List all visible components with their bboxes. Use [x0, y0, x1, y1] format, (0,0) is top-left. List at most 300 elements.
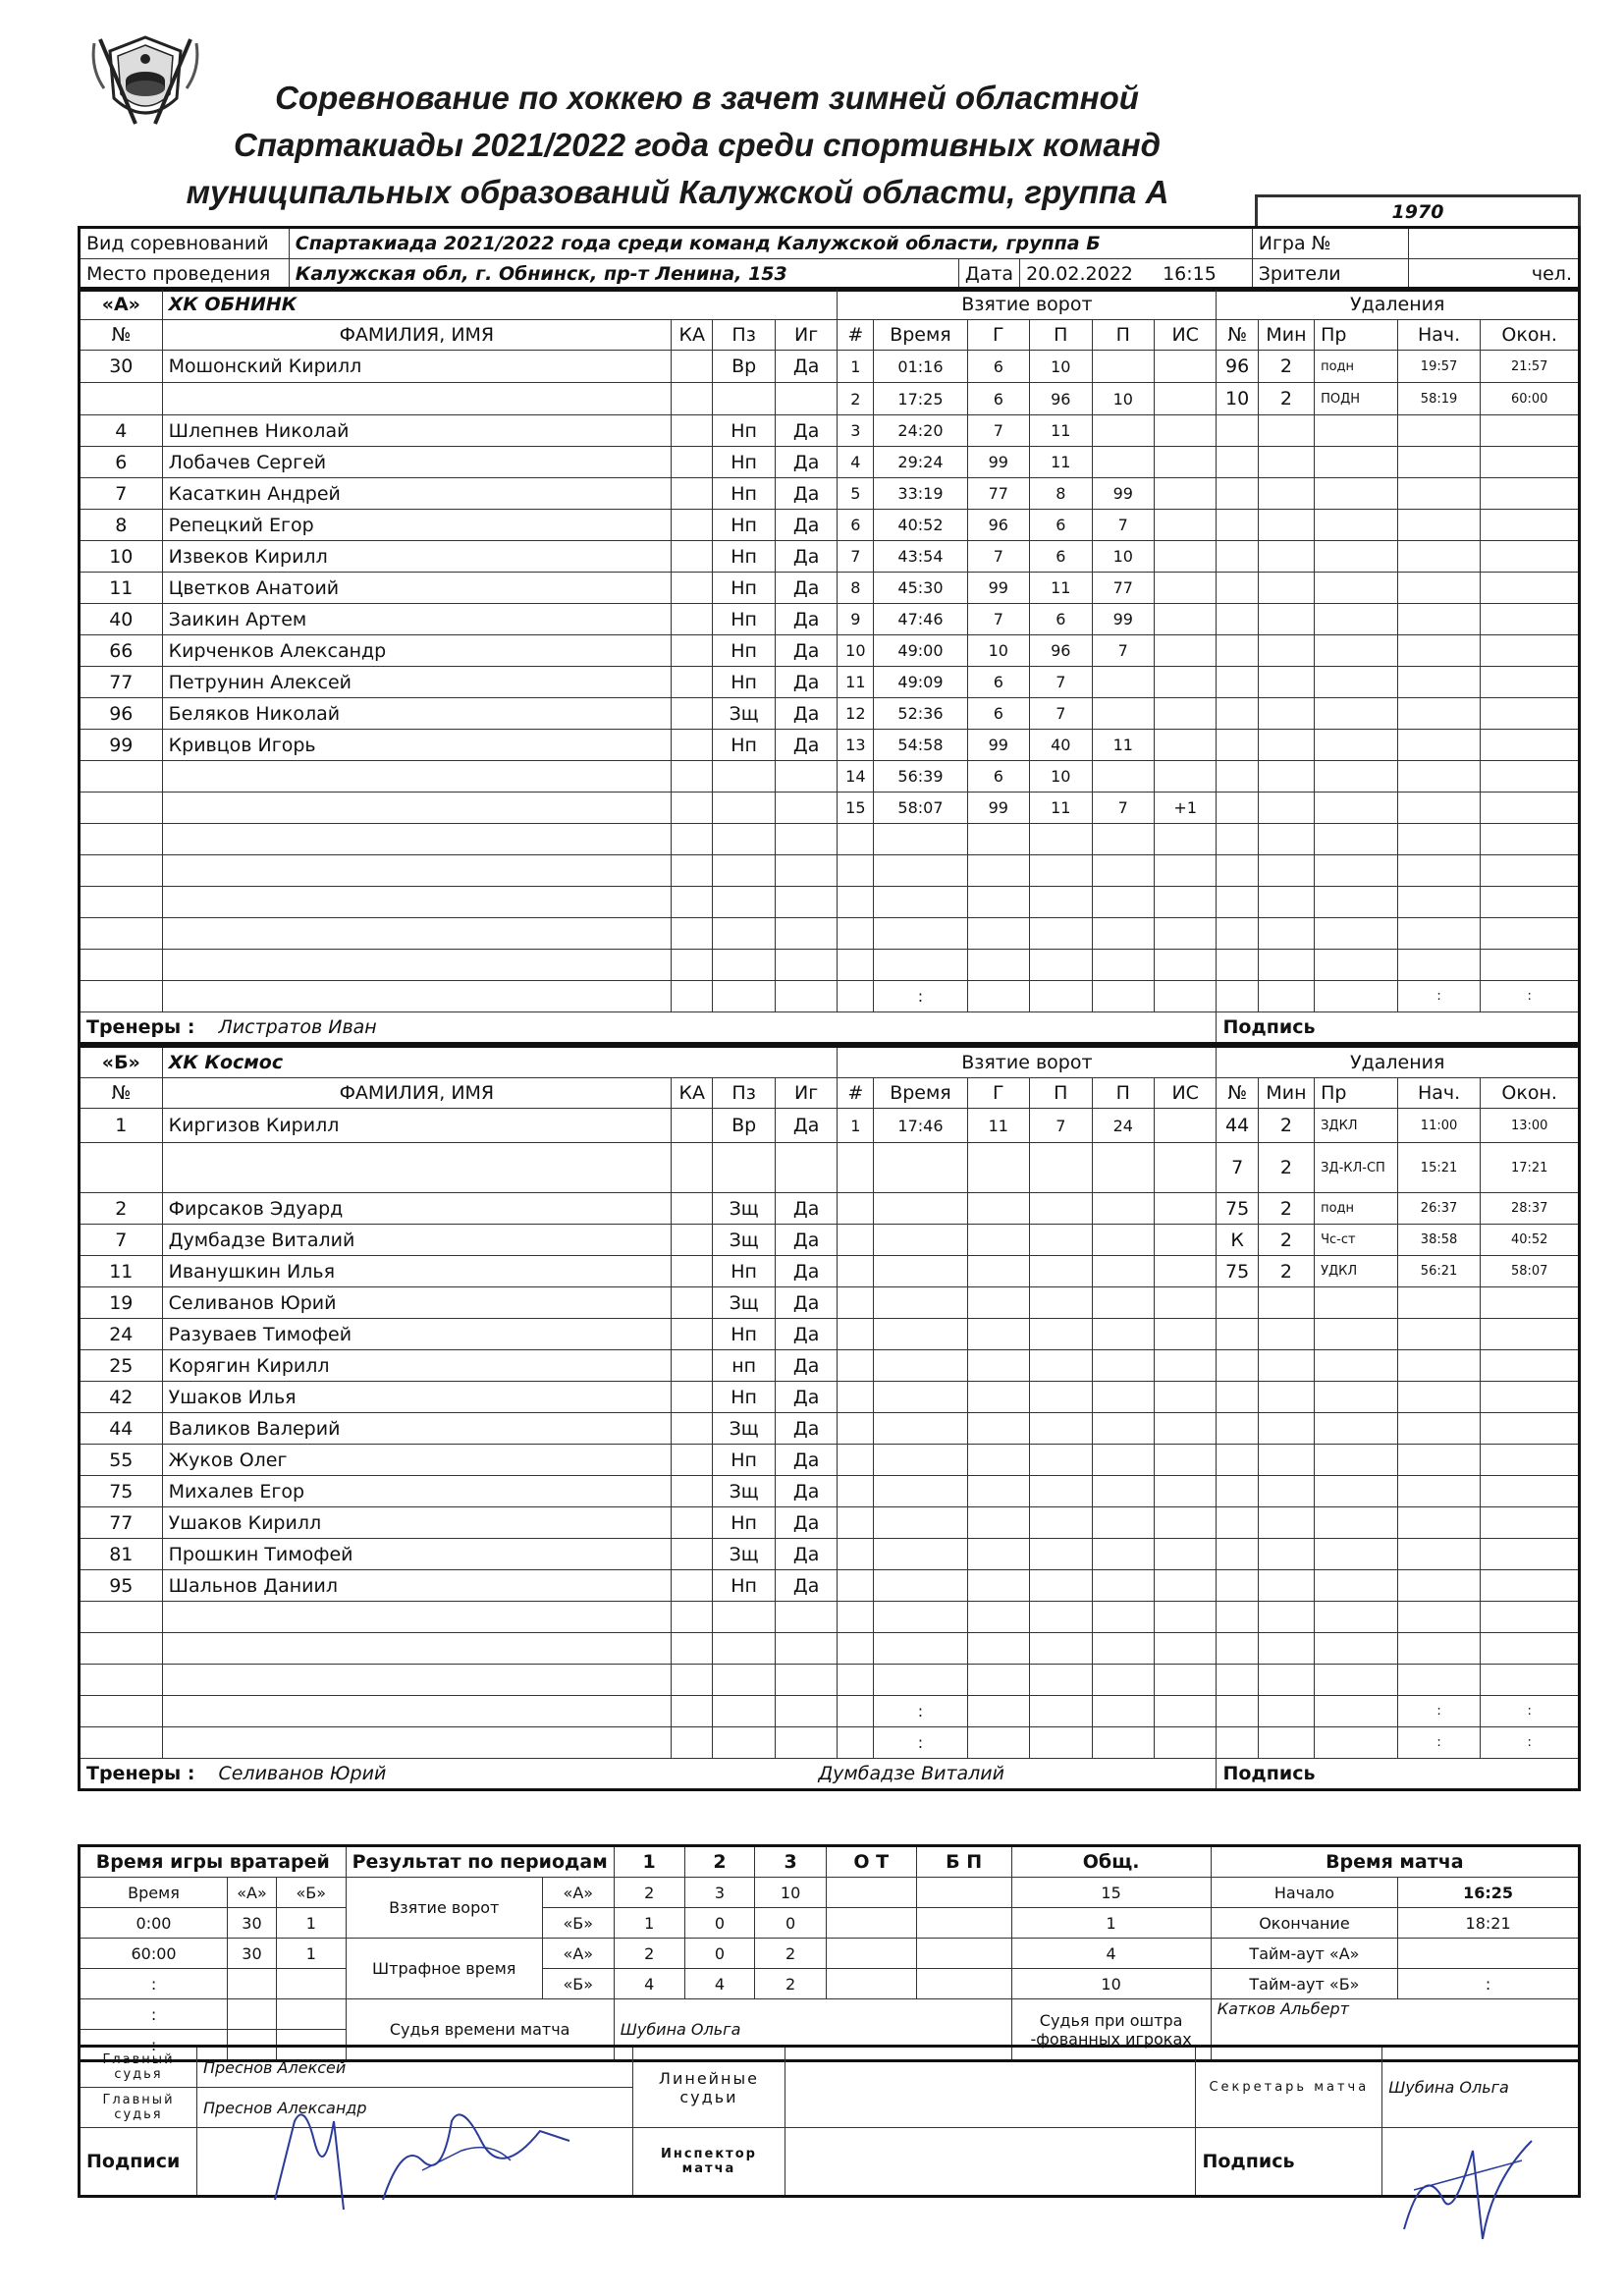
penalty-end: [1481, 824, 1580, 855]
team-name: ХК ОБНИНК: [162, 289, 838, 320]
goal-assist-1: [1030, 1319, 1092, 1350]
player-number: 25: [80, 1350, 163, 1382]
table-row: [80, 383, 1580, 415]
goal-number: 9: [838, 604, 874, 635]
goal-time: [874, 1319, 967, 1350]
goal-time: [874, 855, 967, 887]
player-played: Да: [775, 1225, 837, 1256]
linesmen-label: Линейные судьи: [633, 2047, 785, 2128]
goal-assist-1: [1030, 1193, 1092, 1225]
goals-b-ot: [826, 1908, 916, 1939]
goal-scorer: [967, 1633, 1029, 1665]
goal-scorer: [967, 1382, 1029, 1413]
game-number: 1970: [1257, 196, 1580, 228]
goal-scorer: [967, 855, 1029, 887]
goal-time: [874, 1476, 967, 1507]
penalty-reason: [1315, 478, 1398, 510]
col-header-pos: Пз: [713, 320, 775, 351]
player-number: [80, 1143, 163, 1193]
penalty-reason: [1315, 541, 1398, 573]
penalty-reason: ЗДКЛ: [1315, 1109, 1398, 1143]
penalty-player: [1217, 1507, 1258, 1539]
penalty-end: [1481, 698, 1580, 730]
goal-time: [874, 1193, 967, 1225]
goal-number: [838, 1287, 874, 1319]
goal-number: [838, 1570, 874, 1602]
penalty-reason: [1315, 1507, 1398, 1539]
goal-situation: [1154, 383, 1216, 415]
goal-assist-1: 8: [1030, 478, 1092, 510]
goal-number: 5: [838, 478, 874, 510]
player-ka: [672, 1570, 713, 1602]
penalty-player: [1217, 855, 1258, 887]
penalty-end: :: [1481, 981, 1580, 1012]
start-value: 16:25: [1398, 1878, 1580, 1908]
header-table: [78, 226, 1581, 292]
penalty-start: [1397, 1287, 1481, 1319]
goal-time: [874, 1350, 967, 1382]
goal-situation: [1154, 1602, 1216, 1633]
penalty-start: 38:58: [1397, 1225, 1481, 1256]
player-number: 8: [80, 510, 163, 541]
penalty-end: :: [1481, 1727, 1580, 1759]
goal-assist-2: 7: [1092, 793, 1154, 824]
penalty-minutes: 2: [1258, 1225, 1314, 1256]
penalty-start: [1397, 1602, 1481, 1633]
player-position: Нп: [713, 541, 775, 573]
penalty-player: [1217, 793, 1258, 824]
col-header-a2: П: [1092, 1078, 1154, 1109]
penalty-player: [1217, 1602, 1258, 1633]
col-header-pen_end: Окон.: [1481, 320, 1580, 351]
penalty-reason: [1315, 887, 1398, 918]
goal-time: [874, 1225, 967, 1256]
penalty-start: [1397, 950, 1481, 981]
goal-time: 58:07: [874, 793, 967, 824]
penalty-player: [1217, 478, 1258, 510]
penalty-start: [1397, 1445, 1481, 1476]
player-name: Киргизов Кирилл: [162, 1109, 671, 1143]
coaches-value: Листратов Иван: [218, 1016, 377, 1038]
goal-situation: [1154, 1287, 1216, 1319]
goal-situation: [1154, 1109, 1216, 1143]
player-name: [162, 918, 671, 950]
goal-scorer: [967, 1445, 1029, 1476]
pim-a-p1: 2: [614, 1939, 684, 1969]
penalty-minutes: 2: [1258, 1143, 1314, 1193]
col-header-num: №: [80, 320, 163, 351]
penalty-reason: ПОДН: [1315, 383, 1398, 415]
goal-assist-1: 7: [1030, 667, 1092, 698]
goal-assist-1: [1030, 1633, 1092, 1665]
pim-b-ot: [826, 1969, 916, 1999]
table-row: [80, 351, 1580, 383]
player-position: Нп: [713, 635, 775, 667]
goal-time: [874, 1602, 967, 1633]
penalty-reason: [1315, 1727, 1398, 1759]
table-row: [80, 698, 1580, 730]
goal-number: [838, 1256, 874, 1287]
goal-assist-1: 40: [1030, 730, 1092, 761]
player-number: [80, 887, 163, 918]
penalty-minutes: [1258, 887, 1314, 918]
goal-scorer: [967, 918, 1029, 950]
penalty-end: [1481, 887, 1580, 918]
penalty-minutes: [1258, 824, 1314, 855]
coaches-value-2: Думбадзе Виталий: [818, 1763, 1004, 1784]
penalty-reason: [1315, 1445, 1398, 1476]
goals-a-p2: 3: [684, 1878, 755, 1908]
table-row: [80, 1665, 1580, 1696]
penalty-reason: [1315, 1413, 1398, 1445]
player-played: Да: [775, 1256, 837, 1287]
player-number: 77: [80, 1507, 163, 1539]
penalty-minutes: [1258, 1602, 1314, 1633]
table-row: [80, 1727, 1580, 1759]
player-played: Да: [775, 415, 837, 447]
player-played: Да: [775, 667, 837, 698]
penalty-start: [1397, 1382, 1481, 1413]
player-ka: [672, 1602, 713, 1633]
player-name: [162, 950, 671, 981]
goalie-row-a: [228, 1999, 277, 2030]
penalty-minutes: [1258, 950, 1314, 981]
penalty-player: [1217, 698, 1258, 730]
player-played: [775, 793, 837, 824]
goal-assist-2: 99: [1092, 604, 1154, 635]
penalty-player: [1217, 1319, 1258, 1350]
player-number: [80, 981, 163, 1012]
penalty-start: [1397, 855, 1481, 887]
penalty-reason: подн: [1315, 351, 1398, 383]
table-row: [80, 730, 1580, 761]
penalty-end: [1481, 1287, 1580, 1319]
goal-assist-2: [1092, 1319, 1154, 1350]
goal-assist-1: 11: [1030, 573, 1092, 604]
goal-scorer: 99: [967, 730, 1029, 761]
player-name: [162, 1696, 671, 1727]
goal-assist-2: 10: [1092, 541, 1154, 573]
col-header-pen_end: Окон.: [1481, 1078, 1580, 1109]
goal-assist-2: [1092, 1382, 1154, 1413]
penalty-reason: [1315, 1602, 1398, 1633]
goal-scorer: 77: [967, 478, 1029, 510]
goal-assist-1: [1030, 1665, 1092, 1696]
player-played: Да: [775, 1287, 837, 1319]
goal-scorer: 99: [967, 793, 1029, 824]
penalty-end: [1481, 510, 1580, 541]
player-ka: [672, 1413, 713, 1445]
table-row: [80, 415, 1580, 447]
goal-situation: [1154, 1319, 1216, 1350]
player-number: 81: [80, 1539, 163, 1570]
goal-assist-1: [1030, 1539, 1092, 1570]
player-number: [80, 855, 163, 887]
goal-scorer: 96: [967, 510, 1029, 541]
player-ka: [672, 1696, 713, 1727]
player-number: [80, 950, 163, 981]
player-name: [162, 761, 671, 793]
goal-time: 45:30: [874, 573, 967, 604]
table-row: [80, 855, 1580, 887]
coaches-row: [80, 1012, 1217, 1044]
col-header-num: №: [80, 1078, 163, 1109]
chief-2: Преснов Александр: [196, 2088, 632, 2128]
player-position: Нп: [713, 1507, 775, 1539]
penalty-end: [1481, 855, 1580, 887]
goal-assist-1: 6: [1030, 510, 1092, 541]
penalty-minutes: [1258, 415, 1314, 447]
player-played: [775, 918, 837, 950]
player-ka: [672, 981, 713, 1012]
goal-situation: [1154, 667, 1216, 698]
penalty-player: [1217, 1413, 1258, 1445]
goal-assist-1: [1030, 1382, 1092, 1413]
col-header-a2: П: [1092, 320, 1154, 351]
goal-number: 14: [838, 761, 874, 793]
goal-situation: [1154, 1445, 1216, 1476]
goal-assist-2: [1092, 1256, 1154, 1287]
player-played: Да: [775, 1109, 837, 1143]
penalty-start: [1397, 730, 1481, 761]
penalty-minutes: [1258, 573, 1314, 604]
date-label: Дата: [958, 259, 1019, 291]
goal-assist-1: [1030, 1143, 1092, 1193]
goal-scorer: 7: [967, 415, 1029, 447]
player-position: Нп: [713, 730, 775, 761]
penalty-reason: [1315, 1665, 1398, 1696]
goal-assist-2: [1092, 698, 1154, 730]
table-row: [80, 1319, 1580, 1350]
penalty-minutes: [1258, 793, 1314, 824]
player-ka: [672, 478, 713, 510]
goal-scorer: 7: [967, 604, 1029, 635]
goal-scorer: 7: [967, 541, 1029, 573]
player-played: [775, 1727, 837, 1759]
goal-time: 47:46: [874, 604, 967, 635]
player-name: Михалев Егор: [162, 1476, 671, 1507]
penalty-end: [1481, 1507, 1580, 1539]
player-position: Зщ: [713, 698, 775, 730]
table-row: [80, 1382, 1580, 1413]
player-number: 99: [80, 730, 163, 761]
goal-scorer: [967, 1507, 1029, 1539]
player-ka: [672, 1109, 713, 1143]
player-position: [713, 1665, 775, 1696]
goal-scorer: 6: [967, 351, 1029, 383]
penalty-end: [1481, 1570, 1580, 1602]
penalty-start: 15:21: [1397, 1143, 1481, 1193]
start-label: Начало: [1211, 1878, 1397, 1908]
goal-assist-1: [1030, 1413, 1092, 1445]
player-ka: [672, 1633, 713, 1665]
col-header-pen_min: Мин: [1258, 1078, 1314, 1109]
player-number: [80, 1665, 163, 1696]
penalty-start: [1397, 793, 1481, 824]
table-row: [80, 1413, 1580, 1445]
penalty-reason: [1315, 1633, 1398, 1665]
goal-time: :: [874, 981, 967, 1012]
penalty-end: [1481, 541, 1580, 573]
penalty-end: [1481, 1382, 1580, 1413]
goal-assist-1: 6: [1030, 541, 1092, 573]
table-row: [80, 604, 1580, 635]
col-header-is: ИС: [1154, 1078, 1216, 1109]
penalty-start: [1397, 510, 1481, 541]
penalty-end: :: [1481, 1696, 1580, 1727]
goal-situation: [1154, 635, 1216, 667]
goal-assist-1: 10: [1030, 761, 1092, 793]
penalty-reason: [1315, 510, 1398, 541]
goalie-row-b: 1: [276, 1939, 346, 1969]
penalty-player: [1217, 667, 1258, 698]
goal-time: 33:19: [874, 478, 967, 510]
table-row: [80, 478, 1580, 510]
penalty-reason: [1315, 793, 1398, 824]
goal-assist-2: [1092, 950, 1154, 981]
goalie-row-b: 1: [276, 1908, 346, 1939]
player-name: [162, 855, 671, 887]
player-ka: [672, 415, 713, 447]
penalty-minutes: [1258, 510, 1314, 541]
goalie-row-a: 30: [228, 1939, 277, 1969]
table-row: [80, 824, 1580, 855]
player-position: Нп: [713, 667, 775, 698]
penalty-minutes: [1258, 981, 1314, 1012]
penalty-minutes: [1258, 1382, 1314, 1413]
penalty-player: [1217, 918, 1258, 950]
goal-assist-2: [1092, 1570, 1154, 1602]
goal-time: 49:09: [874, 667, 967, 698]
player-played: [775, 1696, 837, 1727]
goal-time: [874, 1256, 967, 1287]
player-name: Петрунин Алексей: [162, 667, 671, 698]
penalty-end: [1481, 635, 1580, 667]
player-number: [80, 1696, 163, 1727]
goal-assist-2: [1092, 1445, 1154, 1476]
player-name: Прошкин Тимофей: [162, 1539, 671, 1570]
goal-time: 49:00: [874, 635, 967, 667]
goal-situation: +1: [1154, 793, 1216, 824]
coaches-label: Тренеры :: [86, 1763, 195, 1784]
goal-assist-1: [1030, 1350, 1092, 1382]
player-position: [713, 887, 775, 918]
goal-number: 2: [838, 383, 874, 415]
player-number: 24: [80, 1319, 163, 1350]
penalty-start: :: [1397, 1727, 1481, 1759]
goal-assist-2: 24: [1092, 1109, 1154, 1143]
penalty-start: [1397, 573, 1481, 604]
goal-assist-2: 7: [1092, 510, 1154, 541]
goal-situation: [1154, 950, 1216, 981]
period-1: 1: [614, 1846, 684, 1878]
player-number: 7: [80, 1225, 163, 1256]
goal-number: [838, 1539, 874, 1570]
penalty-end: 13:00: [1481, 1109, 1580, 1143]
goal-number: [838, 918, 874, 950]
penalty-start: 26:37: [1397, 1193, 1481, 1225]
goalie-row-time: :: [80, 1999, 228, 2030]
penalty-player: [1217, 824, 1258, 855]
goals-title: Взятие ворот: [838, 289, 1217, 320]
goal-number: [838, 981, 874, 1012]
goal-situation: [1154, 1225, 1216, 1256]
period-ot: О Т: [826, 1846, 916, 1878]
col-header-time: Время: [874, 320, 967, 351]
penalties-title: Удаления: [1217, 1047, 1580, 1078]
penalty-reason: [1315, 918, 1398, 950]
penalty-start: [1397, 698, 1481, 730]
penalty-end: 58:07: [1481, 1256, 1580, 1287]
player-number: 96: [80, 698, 163, 730]
goal-scorer: [967, 1665, 1029, 1696]
penalty-reason: [1315, 604, 1398, 635]
penalty-start: [1397, 1319, 1481, 1350]
player-played: Да: [775, 1507, 837, 1539]
player-name: [162, 793, 671, 824]
goal-assist-1: 10: [1030, 351, 1092, 383]
player-position: [713, 950, 775, 981]
goal-situation: [1154, 1696, 1216, 1727]
player-played: Да: [775, 1382, 837, 1413]
penalty-player: [1217, 573, 1258, 604]
match-time-title: Время матча: [1211, 1846, 1579, 1878]
goal-scorer: [967, 1570, 1029, 1602]
pim-b-p3: 2: [755, 1969, 826, 1999]
penalty-player: [1217, 1696, 1258, 1727]
periods-title: Результат по периодам: [346, 1846, 614, 1878]
goal-number: [838, 1476, 874, 1507]
penalty-minutes: 2: [1258, 1193, 1314, 1225]
goal-number: [838, 1193, 874, 1225]
coaches-value: Селиванов Юрий: [218, 1763, 387, 1784]
player-position: Зщ: [713, 1539, 775, 1570]
timeout-b-label: Тайм-аут «Б»: [1211, 1969, 1397, 1999]
goal-assist-2: 10: [1092, 383, 1154, 415]
penalty-reason: подн: [1315, 1193, 1398, 1225]
player-position: [713, 1696, 775, 1727]
goal-scorer: [967, 1143, 1029, 1193]
goal-number: 1: [838, 351, 874, 383]
goal-assist-2: [1092, 1476, 1154, 1507]
player-name: Извеков Кирилл: [162, 541, 671, 573]
penalty-player: 10: [1217, 383, 1258, 415]
player-ka: [672, 510, 713, 541]
goal-number: 12: [838, 698, 874, 730]
goals-title: Взятие ворот: [838, 1047, 1217, 1078]
col-header-pen_num: №: [1217, 320, 1258, 351]
penalty-end: [1481, 1413, 1580, 1445]
player-position: [713, 1633, 775, 1665]
goal-time: [874, 1539, 967, 1570]
penalty-player: [1217, 1287, 1258, 1319]
pim-b-bp: [916, 1969, 1011, 1999]
spectators-label: Зрители: [1252, 259, 1408, 291]
penalty-start: [1397, 447, 1481, 478]
goal-scorer: 6: [967, 761, 1029, 793]
goal-situation: [1154, 1193, 1216, 1225]
penalty-end: [1481, 1602, 1580, 1633]
penalty-start: [1397, 824, 1481, 855]
player-position: Нп: [713, 573, 775, 604]
table-row: [80, 447, 1580, 478]
goal-number: 10: [838, 635, 874, 667]
goal-assist-1: [1030, 1602, 1092, 1633]
goal-scorer: 99: [967, 573, 1029, 604]
player-played: [775, 950, 837, 981]
pim-tag-b: «Б»: [542, 1969, 614, 1999]
player-number: 2: [80, 1193, 163, 1225]
